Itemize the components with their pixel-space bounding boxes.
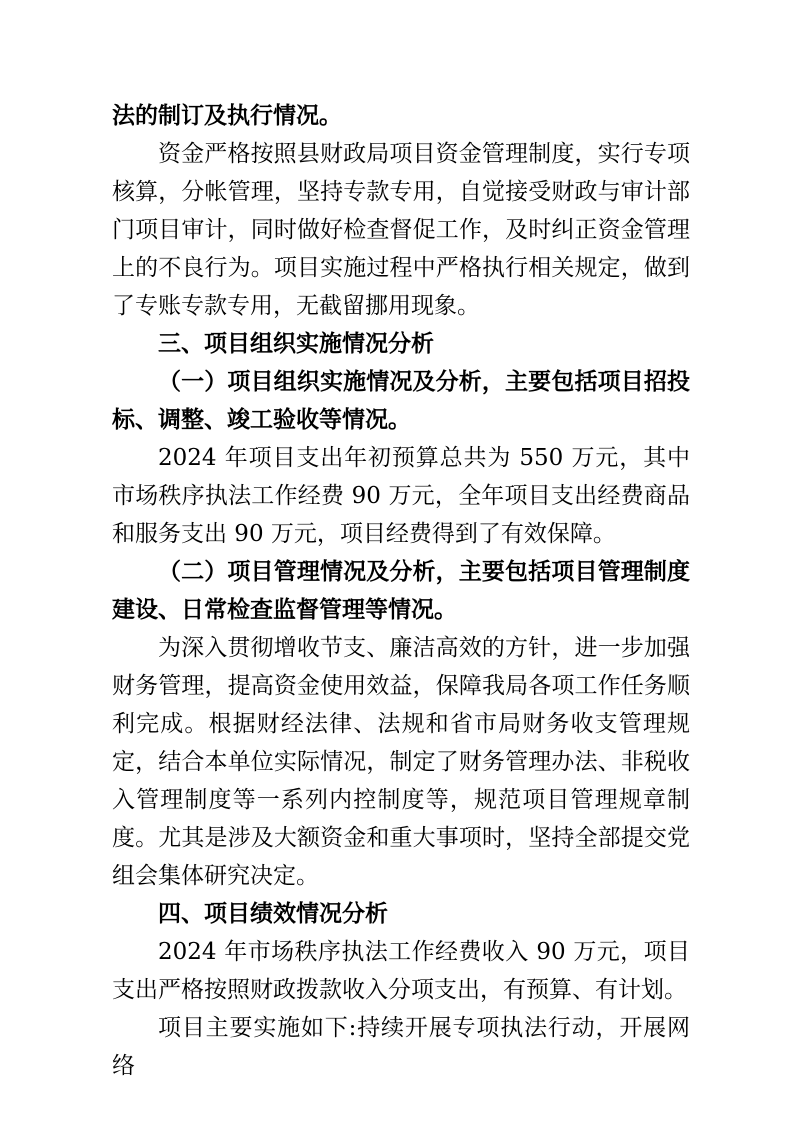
heading-section-3-implementation-analysis: 三、项目组织实施情况分析: [158, 331, 434, 357]
body-paragraph-2024-budget: 2024 年项目支出年初预算总共为 550 万元，其中市场秩序执法工作经费 90 万元，全年项目支出经费商品和服务支出 90 万元，项目经费得到了有效保障。: [112, 445, 690, 547]
body-paragraph-2024-income-expenditure: 2024 年市场秩序执法工作经费收入 90 万元，项目支出严格按照财政拨款收入分项支出，有预算、有计划。: [112, 939, 690, 1003]
document-text-body: [112, 97, 690, 1085]
heading-subsection-1-org-implementation: （一）项目组织实施情况及分析，主要包括项目招投标、调整、竣工验收等情况。: [112, 368, 690, 433]
heading-method-formulation-continuation: 法的制订及执行情况。: [112, 102, 342, 129]
body-paragraph-fund-management: 资金严格按照县财政局项目资金管理制度，实行专项核算，分帐管理，坚持专款专用，自觉接受财政与审计部门项目审计，同时做好检查督促工作，及时纠正资金管理上的不良行为。项目实施过程中严格执行相关规定，做到了专账专款专用，无截留挪用现象。: [112, 141, 690, 319]
body-paragraph-financial-management: 为深入贯彻增收节支、廉洁高效的方针，进一步加强财务管理，提高资金使用效益，保障我局各项工作任务顺利完成。根据财经法律、法规和省市局财务收支管理规定，结合本单位实际情况，制定了财务管理办法、非税收入管理制度等一系列内控制度等，规范项目管理规章制度。尤其是涉及大额资金和重大事项时，坚持全部提交党组会集体研究决定。: [112, 635, 690, 889]
heading-subsection-2-project-management: （二）项目管理情况及分析，主要包括项目管理制度建设、日常检查监督管理等情况。: [112, 558, 690, 623]
body-paragraph-main-implementation: 项目主要实施如下:持续开展专项执法行动，开展网络: [112, 1015, 690, 1079]
heading-section-4-performance-analysis: 四、项目绩效情况分析: [158, 901, 388, 927]
